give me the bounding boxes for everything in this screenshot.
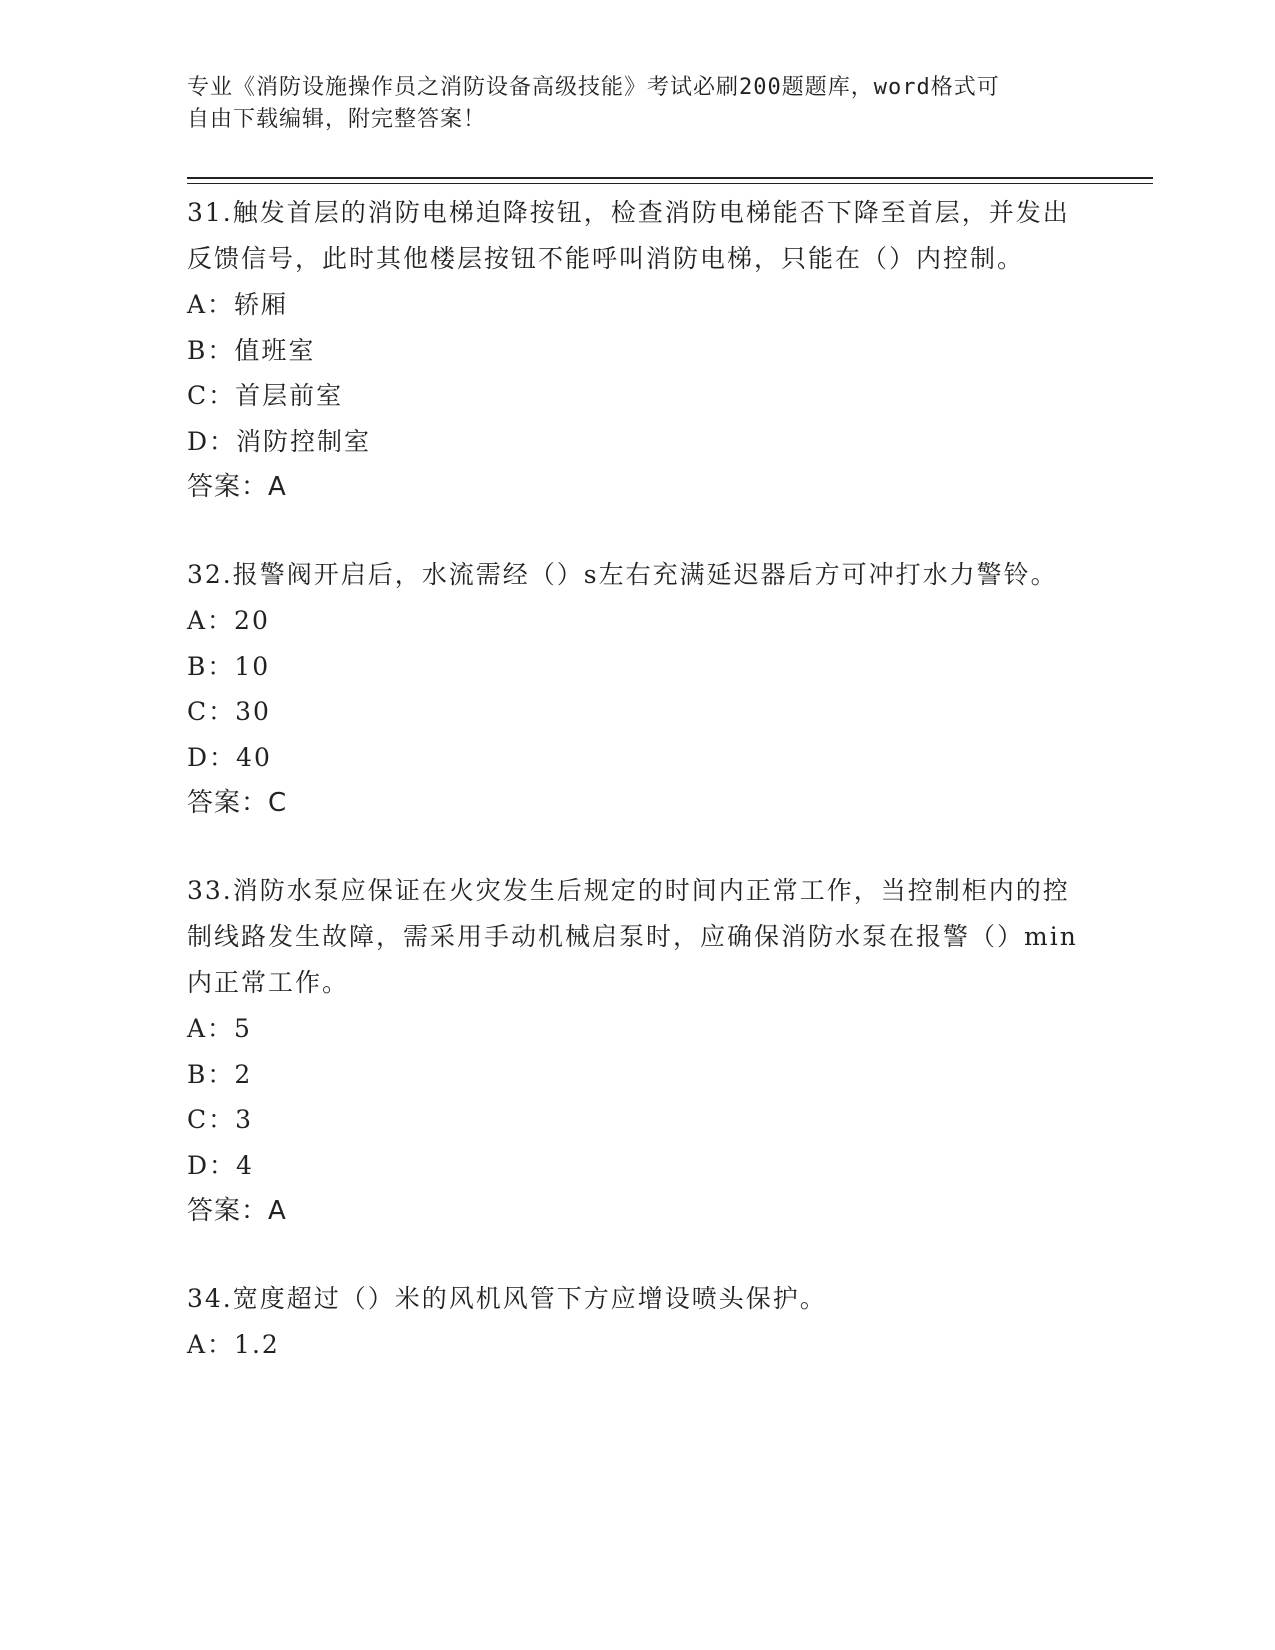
option-c: C：30 [187, 697, 271, 726]
option-b: B：值班室 [187, 335, 316, 365]
header-divider-thick [187, 177, 1153, 179]
question-stem: 33.消防水泵应保证在火灾发生后规定的时间内正常工作，当控制柜内的控制线路发生故障，需采用手动机械启泵时，应确保消防水泵在报警（）min内正常工作。 [187, 876, 1078, 997]
document-header [187, 72, 1067, 136]
option-c: C：3 [187, 1105, 254, 1134]
header-divider-thin [187, 183, 1153, 184]
option-d: D：4 [187, 1150, 254, 1180]
option-d: D：消防控制室 [187, 426, 372, 456]
question-31 [187, 190, 1087, 510]
header-line-2: 自由下载编辑，附完整答案！ [187, 107, 487, 132]
question-list [187, 190, 1087, 1410]
option-c: C：首层前室 [187, 381, 344, 410]
option-d: D：40 [187, 742, 272, 772]
answer-line: 答案：A [187, 1196, 287, 1226]
option-a: A：轿厢 [187, 290, 289, 319]
question-33 [187, 868, 1087, 1234]
question-32 [187, 552, 1087, 826]
option-b: B：10 [187, 651, 271, 681]
option-a: A：1.2 [187, 1330, 280, 1359]
answer-line: 答案：C [187, 788, 288, 818]
option-a: A：20 [187, 606, 270, 635]
question-stem: 32.报警阀开启后，水流需经（）s左右充满延迟器后方可冲打水力警铃。 [187, 560, 1058, 589]
option-a: A：5 [187, 1014, 252, 1043]
header-line-1: 专业《消防设施操作员之消防设备高级技能》考试必刷200题题库，word格式可 [187, 75, 1000, 100]
option-b: B：2 [187, 1059, 253, 1089]
answer-line: 答案：A [187, 472, 287, 502]
question-34 [187, 1276, 1087, 1368]
question-stem: 31.触发首层的消防电梯迫降按钮，检查消防电梯能否下降至首层，并发出反馈信号，此时其他楼层按钮不能呼叫消防电梯，只能在（）内控制。 [187, 198, 1070, 273]
question-stem: 34.宽度超过（）米的风机风管下方应增设喷头保护。 [187, 1284, 827, 1313]
